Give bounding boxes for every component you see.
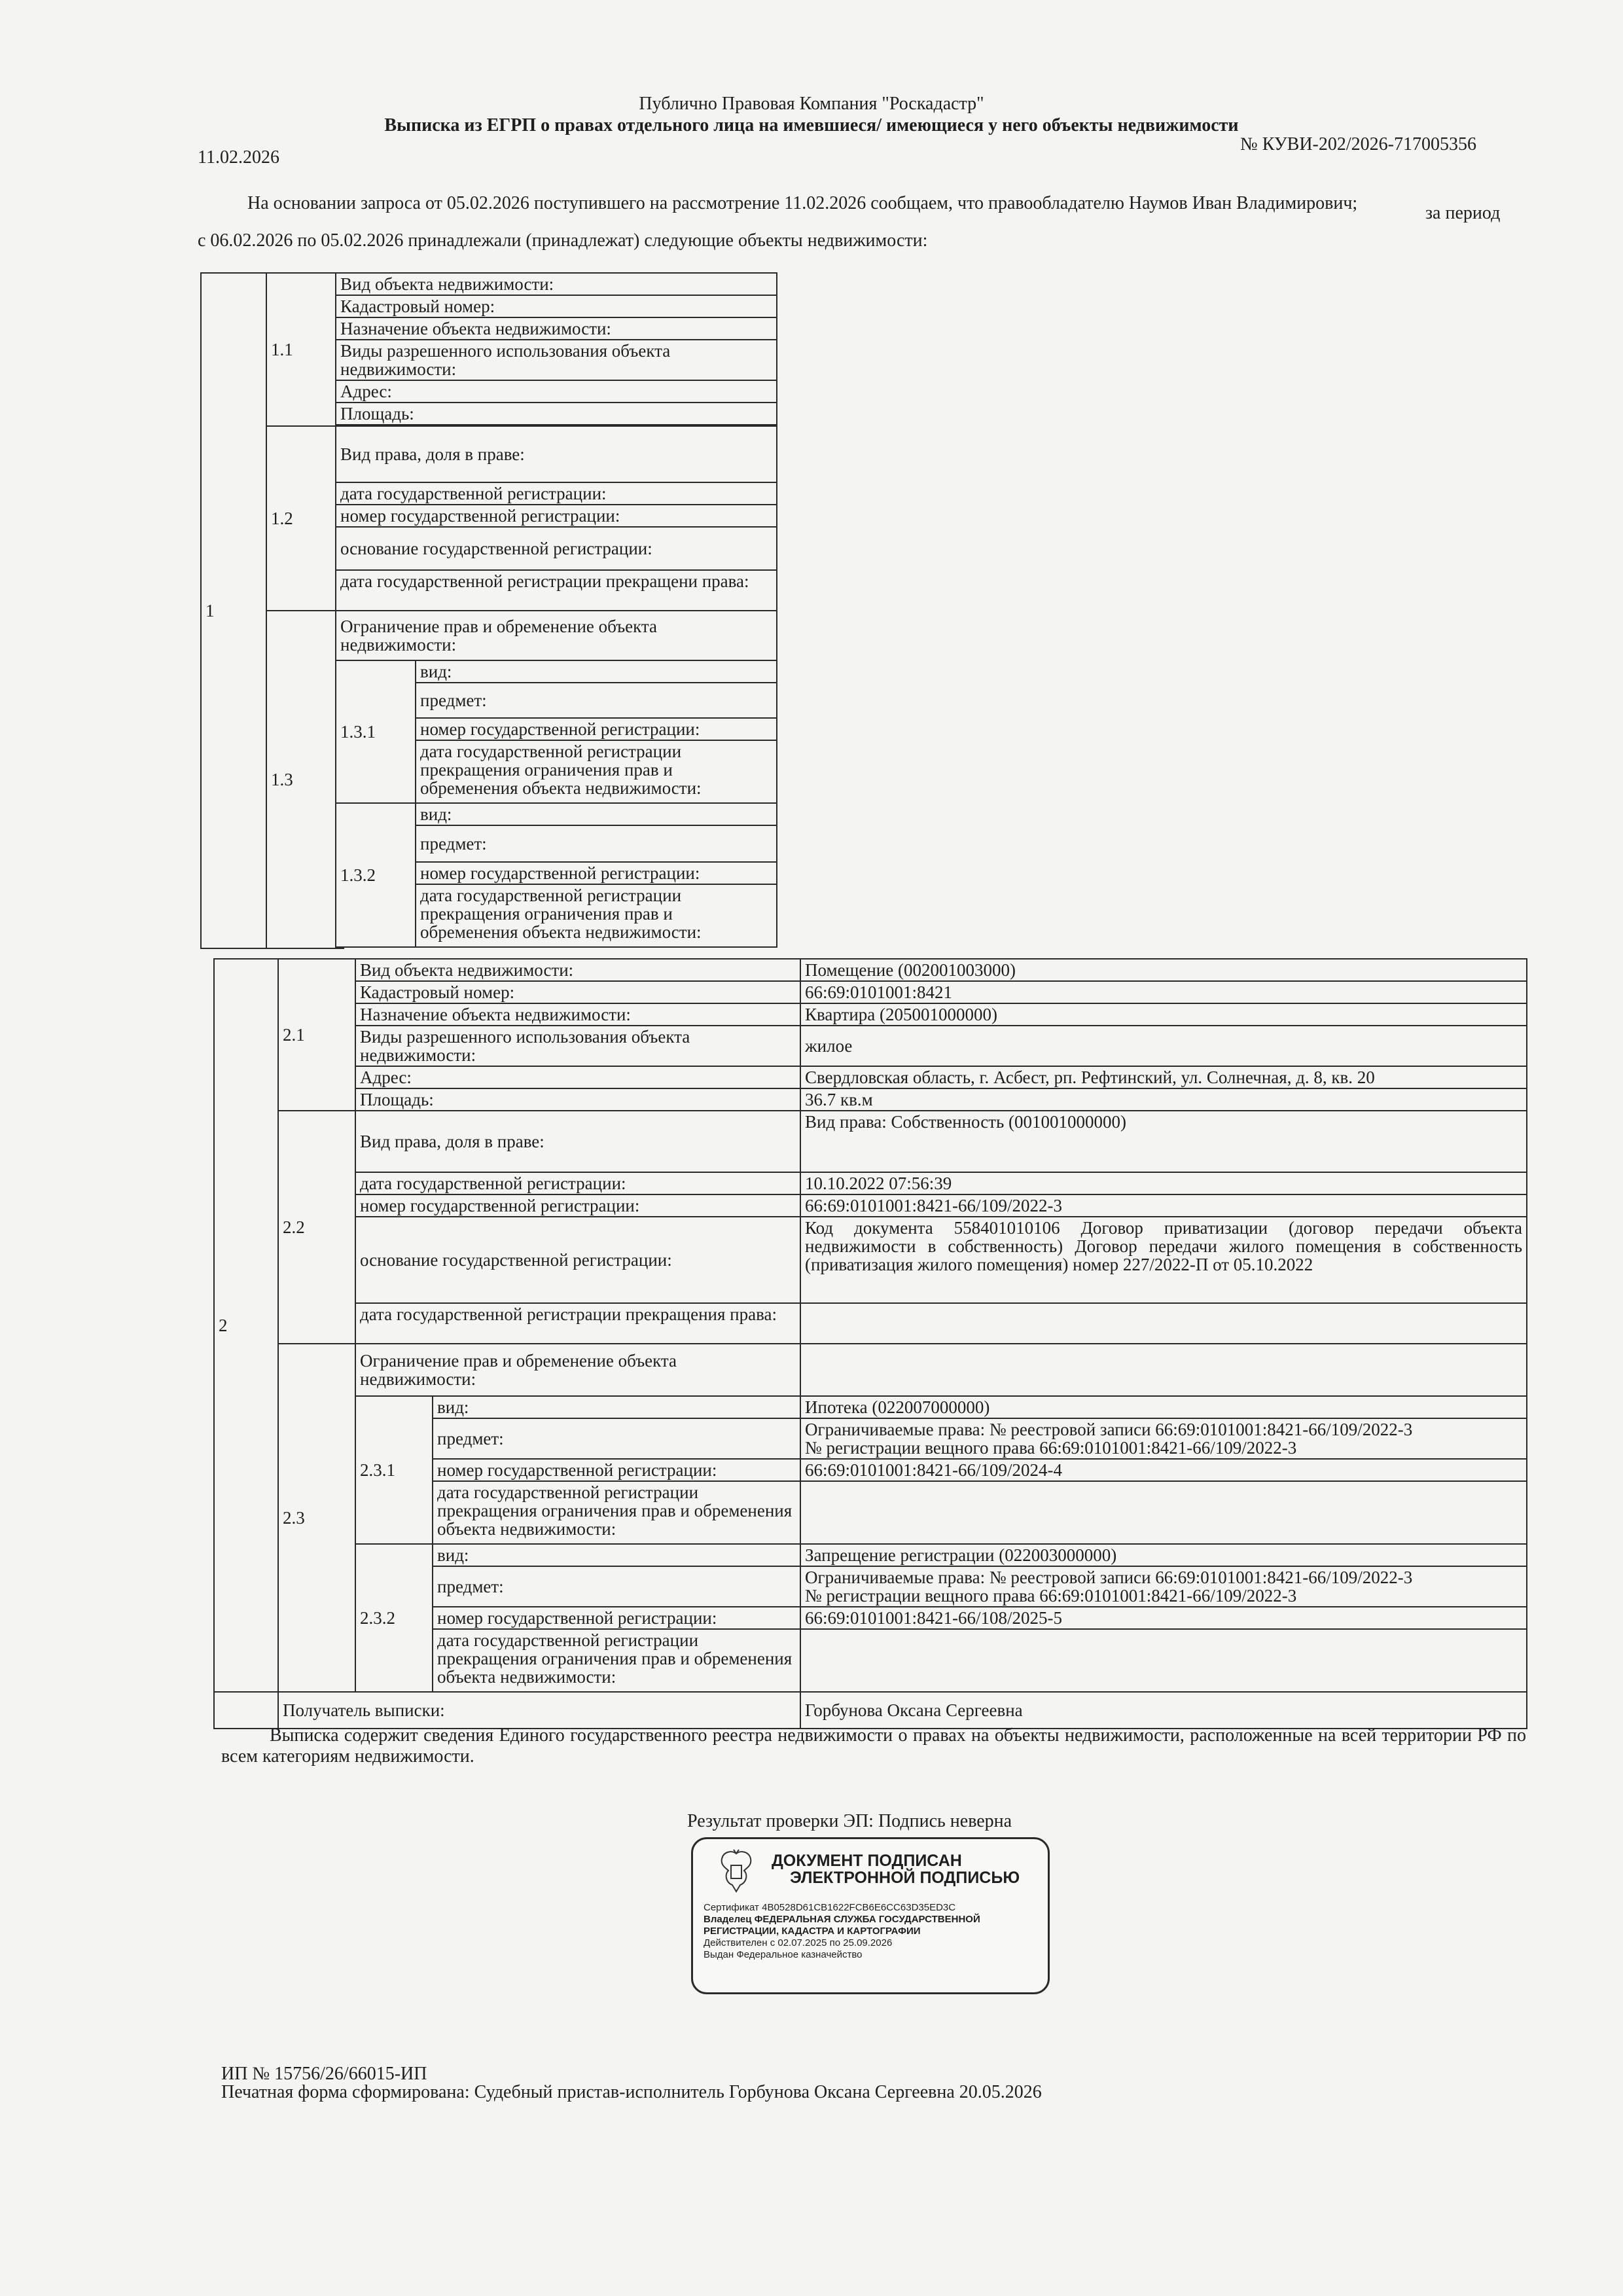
section-number: 1 [201, 273, 266, 948]
field-label: вид: [416, 803, 777, 825]
footer-note: Выписка содержит сведения Единого государственного реестра недвижимости о правах на объекты недвижимости, расположенные на всей территории РФ по всем категориям недвижимости. [221, 1725, 1526, 1767]
field-label: Виды разрешенного использования объекта недвижимости: [336, 340, 777, 380]
field-label: дата государственной регистрации прекращения ограничения прав и обременения объекта недвижимости: [433, 1629, 800, 1692]
permitted-use-value: жилое [800, 1026, 1527, 1066]
field-label: Вид права, доля в праве: [355, 1111, 800, 1172]
field-label: Адрес: [355, 1066, 800, 1088]
enc1-subject-line: № регистрации вещного права 66:69:0101001:8421-66/109/2022-3 [805, 1438, 1297, 1458]
stamp-issuer: Выдан Федеральное казначейство [704, 1949, 863, 1960]
intro-line-2: с 06.02.2026 по 05.02.2026 принадлежали (принадлежат) следующие объекты недвижимости: [198, 230, 928, 251]
field-label: предмет: [416, 825, 777, 862]
enc2-number-value: 66:69:0101001:8421-66/108/2025-5 [800, 1607, 1527, 1629]
field-label: Вид объекта недвижимости: [336, 273, 777, 295]
object-type-value: Помещение (002001003000) [800, 959, 1527, 981]
area-value: 36.7 кв.м [800, 1088, 1527, 1111]
field-label: вид: [433, 1544, 800, 1566]
field-label: Назначение объекта недвижимости: [355, 1003, 800, 1026]
enc1-kind-value: Ипотека (022007000000) [800, 1396, 1527, 1418]
field-label: номер государственной регистрации: [355, 1194, 800, 1217]
field-label: Назначение объекта недвижимости: [336, 317, 777, 340]
field-label: предмет: [416, 683, 777, 718]
section-2-table [213, 958, 1527, 1729]
field-label: Кадастровый номер: [336, 295, 777, 317]
stamp-title-line-2: ЭЛЕКТРОННОЙ ПОДПИСЬЮ [790, 1869, 1020, 1887]
field-label: номер государственной регистрации: [416, 862, 777, 884]
field-label: дата государственной регистрации прекращения права: [355, 1303, 800, 1344]
field-label: Площадь: [355, 1088, 800, 1111]
section-number: 1.3 [266, 611, 336, 948]
intro-line-1-end: за период [1425, 203, 1501, 223]
enforcement-proceeding-number: ИП № 15756/26/66015-ИП [221, 2064, 427, 2084]
section-number: 1.2 [266, 426, 336, 611]
field-label: Ограничение прав и обременение объекта недвижимости: [336, 611, 777, 660]
recipient-value: Горбунова Оксана Сергеевна [800, 1692, 1527, 1729]
reg-end-date-value [800, 1303, 1527, 1344]
right-kind-value: Вид права: Собственность (001001000000) [800, 1111, 1527, 1172]
encumbrance-value [800, 1344, 1527, 1396]
reg-date-value: 10.10.2022 07:56:39 [800, 1172, 1527, 1194]
enc1-subject-value [800, 1418, 1527, 1459]
field-label: дата государственной регистрации прекращения ограничения прав и обременения объекта недвижимости: [416, 740, 777, 803]
section-number: 1.1 [266, 273, 336, 426]
section-number: 2.3.1 [355, 1396, 433, 1544]
field-label: Кадастровый номер: [355, 981, 800, 1003]
coat-of-arms-icon [717, 1848, 756, 1894]
document-number: № КУВИ-202/2026-717005356 [1240, 134, 1476, 154]
field-label: номер государственной регистрации: [433, 1607, 800, 1629]
field-label: предмет: [433, 1418, 800, 1459]
electronic-signature-stamp [691, 1837, 1050, 1994]
enc2-subject-value [800, 1566, 1527, 1607]
printed-form-note: Печатная форма сформирована: Судебный пристав-исполнитель Горбунова Оксана Сергеевна 20.05.2026 [221, 2082, 1042, 2102]
stamp-title-line-1: ДОКУМЕНТ ПОДПИСАН [772, 1852, 962, 1870]
section-number: 1.3.2 [336, 803, 416, 947]
section-number: 2.2 [278, 1111, 355, 1344]
field-label: дата государственной регистрации прекращения ограничения прав и обременения объекта недвижимости: [416, 884, 777, 947]
organization-name: Публично Правовая Компания "Роскадастр" [639, 94, 984, 114]
field-label: Получатель выписки: [278, 1692, 800, 1729]
intro-line-1: На основании запроса от 05.02.2026 поступившего на рассмотрение 11.02.2026 сообщаем, что правообладателю Наумов Иван Владимирович; [247, 193, 1358, 213]
field-label: вид: [416, 660, 777, 683]
enc2-kind-value: Запрещение регистрации (022003000000) [800, 1544, 1527, 1566]
field-label: Вид объекта недвижимости: [355, 959, 800, 981]
enc2-subject-line: № регистрации вещного права 66:69:0101001:8421-66/109/2022-3 [805, 1586, 1297, 1605]
field-label: Площадь: [336, 403, 777, 425]
document-title: Выписка из ЕГРП о правах отдельного лица на имевшиеся/ имеющиеся у него объекты недвижимости [384, 115, 1239, 135]
address-value: Свердловская область, г. Асбест, рп. Рефтинский, ул. Солнечная, д. 8, кв. 20 [800, 1066, 1527, 1088]
section-number: 1.3.1 [336, 660, 416, 803]
enc1-number-value: 66:69:0101001:8421-66/109/2024-4 [800, 1459, 1527, 1481]
section-number: 2.3 [278, 1344, 355, 1692]
field-label: основание государственной регистрации: [355, 1217, 800, 1303]
section-number: 2 [214, 959, 278, 1692]
section-1-table [200, 272, 777, 949]
enc1-subject-line: Ограничиваемые права: № реестровой записи 66:69:0101001:8421-66/109/2022-3 [805, 1420, 1413, 1439]
cadastral-number-value: 66:69:0101001:8421 [800, 981, 1527, 1003]
field-label: дата государственной регистрации прекращения ограничения прав и обременения объекта недвижимости: [433, 1481, 800, 1544]
field-label: вид: [433, 1396, 800, 1418]
reg-basis-value: Код документа 558401010106 Договор приватизации (договор передачи объекта недвижимости в собственность) Договор передачи жилого помещения в собственность (приватизация жилого помещения) номер 227/2022-П от 05.10.2022 [800, 1217, 1527, 1303]
stamp-owner-line-2: РЕГИСТРАЦИИ, КАДАСТРА И КАРТОГРАФИИ [704, 1926, 921, 1937]
field-label: номер государственной регистрации: [336, 505, 777, 527]
stamp-certificate: Сертификат 4B0528D61CB1622FCB6E6CC63D35ED3C [704, 1902, 956, 1913]
document-date: 11.02.2026 [198, 147, 279, 168]
section-number: 2.3.2 [355, 1544, 433, 1692]
field-label: номер государственной регистрации: [416, 718, 777, 740]
field-label: Вид права, доля в праве: [336, 426, 777, 482]
section-number: 2.1 [278, 959, 355, 1111]
reg-number-value: 66:69:0101001:8421-66/109/2022-3 [800, 1194, 1527, 1217]
field-label: предмет: [433, 1566, 800, 1607]
signature-check-result: Результат проверки ЭП: Подпись неверна [687, 1811, 1012, 1831]
field-label: дата государственной регистрации: [355, 1172, 800, 1194]
field-label: дата государственной регистрации прекращени права: [336, 570, 777, 611]
field-label: номер государственной регистрации: [433, 1459, 800, 1481]
enc1-end-value [800, 1481, 1527, 1544]
stamp-owner-line-1: Владелец ФЕДЕРАЛЬНАЯ СЛУЖБА ГОСУДАРСТВЕННОЙ [704, 1914, 980, 1925]
field-label: основание государственной регистрации: [336, 527, 777, 570]
field-label: Адрес: [336, 380, 777, 403]
stamp-validity: Действителен с 02.07.2025 по 25.09.2026 [704, 1937, 893, 1948]
purpose-value: Квартира (205001000000) [800, 1003, 1527, 1026]
field-label: Виды разрешенного использования объекта недвижимости: [355, 1026, 800, 1066]
enc2-end-value [800, 1629, 1527, 1692]
field-label: дата государственной регистрации: [336, 482, 777, 505]
enc2-subject-line: Ограничиваемые права: № реестровой записи 66:69:0101001:8421-66/109/2022-3 [805, 1568, 1413, 1587]
field-label: Ограничение прав и обременение объекта недвижимости: [355, 1344, 800, 1396]
